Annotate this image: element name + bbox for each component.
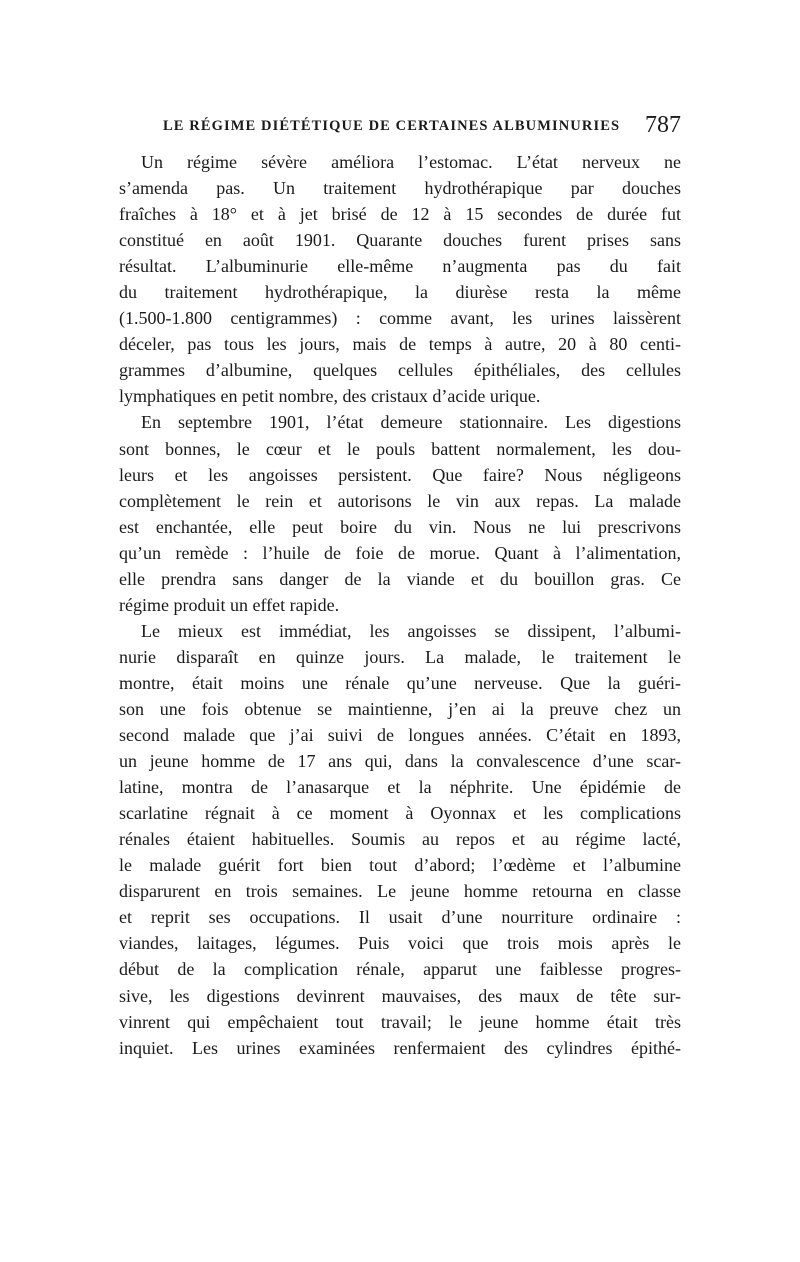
text-line: du traitement hydrothérapique, la diurèse resta la même [119,282,681,303]
text-line: qu’un remède : l’huile de foie de morue. Quant à l’alimentation, [119,542,681,563]
text-line: sive, les digestions devinrent mauvaises, des maux de tête sur- [119,985,681,1006]
running-title: LE RÉGIME DIÉTÉTIQUE DE CERTAINES ALBUMINURIES [163,118,621,134]
text-line: résultat. L’albuminurie elle-même n’augmenta pas du fait [119,256,681,277]
text-line: fraîches à 18° et à jet brisé de 12 à 15 secondes de durée fut [119,204,681,225]
text-line: grammes d’albumine, quelques cellules épithéliales, des cellules [119,360,681,381]
text-line: régime produit un effet rapide. [119,594,340,615]
text-line: sont bonnes, le cœur et le pouls battent normalement, les dou- [119,438,681,459]
text-line: nurie disparaît en quinze jours. La malade, le traitement le [119,646,681,667]
text-line: déceler, pas tous les jours, mais de temps à autre, 20 à 80 centi- [119,334,681,355]
text-line: viandes, laitages, légumes. Puis voici que trois mois après le [119,933,681,954]
text-line: un jeune homme de 17 ans qui, dans la convalescence d’une scar- [119,751,681,772]
paragraph-2 [119,409,681,617]
text-line: son une fois obtenue se maintienne, j’en ai la preuve chez un [119,698,681,719]
page-number: 787 [645,112,681,138]
text-line: (1.500-1.800 centigrammes) : comme avant, les urines laissèrent [119,308,681,329]
text-line: et reprit ses occupations. Il usait d’une nourriture ordinaire : [119,907,681,928]
text-line: complètement le rein et autorisons le vin aux repas. La malade [119,490,681,511]
body-text [119,149,681,1061]
text-line: scarlatine régnait à ce moment à Oyonnax et les complications [119,803,681,824]
paragraph-1 [119,149,681,409]
text-line: inquiet. Les urines examinées renfermaient des cylindres épithé- [119,1037,681,1058]
text-line: second malade que j’ai suivi de longues années. C’était en 1893, [119,725,681,746]
text-line: début de la complication rénale, apparut une faiblesse progres- [119,959,681,980]
text-line: En septembre 1901, l’état demeure stationnaire. Les digestions [141,412,681,433]
text-line: montre, était moins une rénale qu’une nerveuse. Que la guéri- [119,672,681,693]
paragraph-3 [119,618,681,1061]
text-line: s’amenda pas. Un traitement hydrothérapique par douches [119,178,681,199]
text-line: leurs et les angoisses persistent. Que faire? Nous négligeons [119,464,681,485]
text-line: elle prendra sans danger de la viande et du bouillon gras. Ce [119,568,681,589]
text-line: rénales étaient habituelles. Soumis au repos et au régime lacté, [119,829,681,850]
text-line: le malade guérit fort bien tout d’abord; l’œdème et l’albumine [119,855,681,876]
text-line: Un régime sévère améliora l’estomac. L’état nerveux ne [141,152,681,172]
text-line: constitué en août 1901. Quarante douches furent prises sans [119,230,681,251]
text-line: est enchantée, elle peut boire du vin. Nous ne lui prescrivons [119,516,681,537]
running-head [119,112,681,142]
text-line: Le mieux est immédiat, les angoisses se dissipent, l’albumi- [141,620,681,641]
text-line: disparurent en trois semaines. Le jeune homme retourna en classe [119,881,681,902]
text-line: lymphatiques en petit nombre, des cristaux d’acide urique. [119,386,541,407]
text-line: latine, montra de l’anasarque et la néphrite. Une épidémie de [119,777,681,798]
text-line: vinrent qui empêchaient tout travail; le jeune homme était très [119,1011,681,1032]
